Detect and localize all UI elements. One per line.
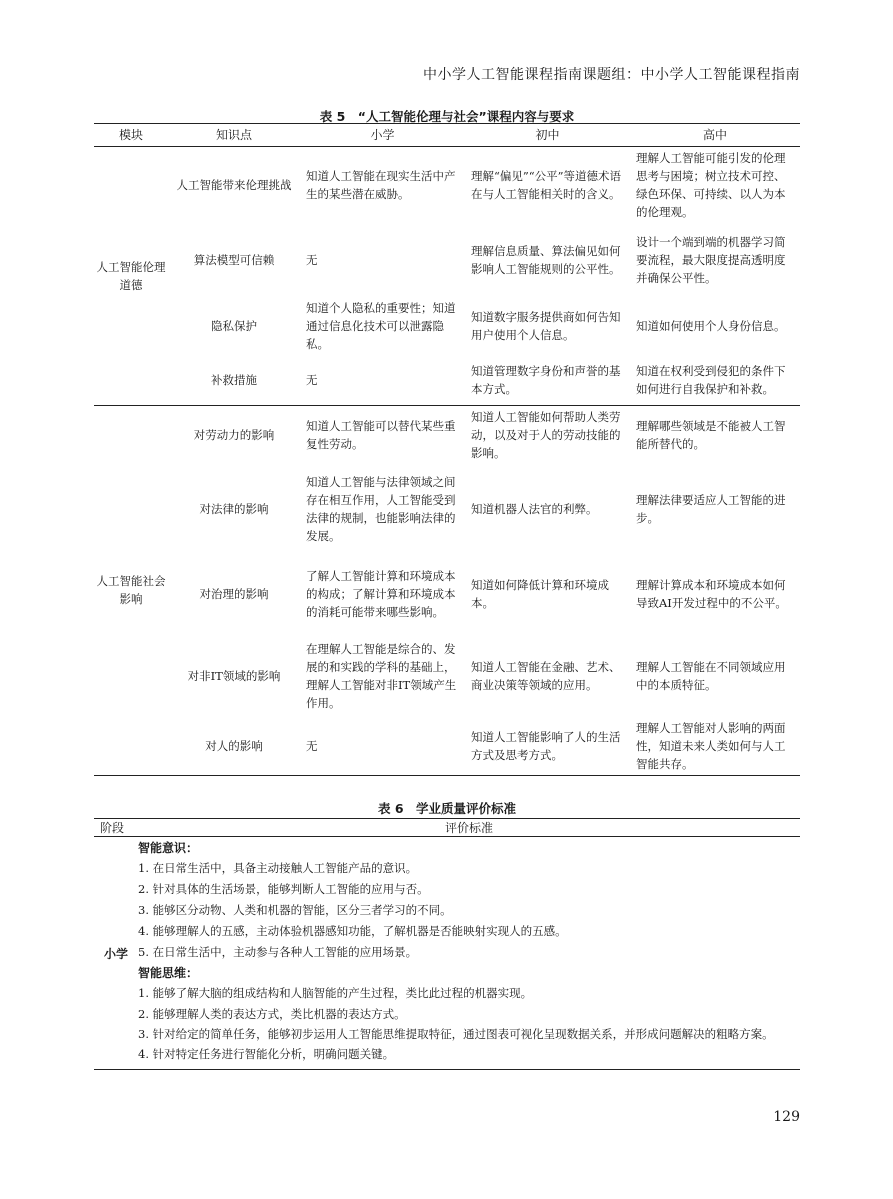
junior-cell: 知道如何降低计算和环境成本。 xyxy=(471,578,609,610)
senior-cell: 理解人工智能在不同领域应用中的本质特征。 xyxy=(636,660,786,692)
col-header-junior: 初中 xyxy=(465,124,630,147)
section-title-thinking: 智能思维： xyxy=(138,966,199,980)
table-row xyxy=(94,297,800,355)
primary-cell: 知道人工智能与法律领域之间存在相互作用，人工智能受到法律的规制，也能影响法律的发展。 xyxy=(306,475,456,543)
section-title-awareness: 智能意识： xyxy=(138,841,199,855)
senior-cell: 理解计算成本和环境成本如何导致AI开发过程中的不公平。 xyxy=(636,578,787,610)
junior-cell: 理解“偏见”“公平”等道德术语在与人工智能相关时的含义。 xyxy=(471,169,622,201)
page-number: 129 xyxy=(773,1109,800,1125)
table-row xyxy=(94,837,800,1070)
junior-cell: 知道机器人法官的利弊。 xyxy=(471,502,598,516)
senior-cell: 设计一个端到端的机器学习简要流程，最大限度提高透明度并确保公平性。 xyxy=(636,235,786,285)
table-row xyxy=(94,405,800,465)
primary-cell: 了解人工智能计算和环境成本的构成；了解计算和环境成本的消耗可能带来哪些影响。 xyxy=(306,569,456,619)
list-item: 5. 在日常生活中，主动参与各种人工智能的应用场景。 xyxy=(138,945,418,959)
col-header-criteria: 评价标准 xyxy=(138,819,800,837)
table5-header-row xyxy=(94,124,800,147)
col-header-knowledge: 知识点 xyxy=(168,124,300,147)
knowledge-cell: 人工智能带来伦理挑战 xyxy=(176,178,292,192)
primary-cell: 无 xyxy=(300,717,465,776)
table5 xyxy=(94,123,800,776)
list-item: 4. 针对特定任务进行智能化分析，明确问题关键。 xyxy=(138,1047,395,1061)
primary-cell: 无 xyxy=(306,253,318,267)
col-header-primary: 小学 xyxy=(300,124,465,147)
table-row xyxy=(94,223,800,297)
list-item: 1. 能够了解大脑的组成结构和人脑智能的产生过程，类比此过程的机器实现。 xyxy=(138,986,533,1000)
knowledge-cell: 对治理的影响 xyxy=(199,587,269,601)
table-row xyxy=(94,147,800,224)
table5-caption: 表 5 “人工智能伦理与社会”课程内容与要求 xyxy=(319,109,575,124)
junior-cell: 知道人工智能影响了人的生活方式及思考方式。 xyxy=(465,717,630,776)
senior-cell: 知道如何使用个人身份信息。 xyxy=(636,319,786,333)
junior-cell: 知道管理数字身份和声誉的基本方式。 xyxy=(465,355,630,405)
knowledge-cell: 对劳动力的影响 xyxy=(193,428,275,443)
col-header-stage: 阶段 xyxy=(94,819,138,837)
knowledge-cell: 对人的影响 xyxy=(168,717,300,776)
primary-cell: 知道个人隐私的重要性；知道通过信息化技术可以泄露隐私。 xyxy=(306,301,456,351)
list-item: 3. 能够区分动物、人类和机器的智能，区分三者学习的不同。 xyxy=(138,903,452,917)
col-header-senior: 高中 xyxy=(630,124,800,147)
senior-cell: 理解法律要适应人工智能的进步。 xyxy=(636,493,786,525)
knowledge-cell: 对法律的影响 xyxy=(199,502,269,516)
senior-cell: 知道在权利受到侵犯的条件下如何进行自我保护和补救。 xyxy=(630,355,800,405)
col-header-module: 模块 xyxy=(94,124,168,147)
senior-cell: 理解人工智能可能引发的伦理思考与困境；树立技术可控、绿色环保、可持续、以人为本的伦理观。 xyxy=(636,151,786,219)
primary-cell: 无 xyxy=(300,355,465,405)
module-cell: 人工智能社会影响 xyxy=(94,405,168,776)
knowledge-cell: 补救措施 xyxy=(168,355,300,405)
running-header: 中小学人工智能课程指南课题组：中小学人工智能课程指南 xyxy=(423,67,800,83)
criteria-cell xyxy=(138,837,800,1070)
list-item: 2. 能够理解人类的表达方式，类比机器的表达方式。 xyxy=(138,1007,406,1021)
senior-cell: 理解哪些领域是不能被人工智能所替代的。 xyxy=(636,419,786,452)
junior-cell: 知道人工智能在金融、艺术、商业决策等领域的应用。 xyxy=(471,660,621,692)
table-row xyxy=(94,553,800,635)
table-row xyxy=(94,465,800,553)
primary-cell: 知道人工智能在现实生活中产生的某些潜在威胁。 xyxy=(306,169,456,201)
knowledge-cell: 隐私保护 xyxy=(211,319,257,333)
table-row xyxy=(94,355,800,405)
junior-cell: 理解信息质量、算法偏见如何影响人工智能规则的公平性。 xyxy=(471,244,621,276)
junior-cell: 知道人工智能如何帮助人类劳动，以及对于人的劳动技能的影响。 xyxy=(471,410,621,461)
table6-caption: 表 6 学业质量评价标准 xyxy=(377,801,517,816)
list-item: 3. 针对给定的简单任务，能够初步运用人工智能思维提取特征，通过图表可视化呈现数据关系，并形成问题解决的粗略方案。 xyxy=(138,1027,774,1041)
table-row xyxy=(94,717,800,776)
knowledge-cell: 对非IT领域的影响 xyxy=(187,669,281,683)
knowledge-cell: 算法模型可信赖 xyxy=(193,253,275,267)
senior-cell: 理解人工智能对人影响的两面性，知道未来人类如何与人工智能共存。 xyxy=(630,717,800,776)
list-item: 2. 针对具体的生活场景，能够判断人工智能的应用与否。 xyxy=(138,882,429,896)
junior-cell: 知道数字服务提供商如何告知用户使用个人信息。 xyxy=(471,310,621,342)
list-item: 4. 能够理解人的五感，主动体验机器感知功能，了解机器是否能映射实现人的五感。 xyxy=(138,924,567,938)
list-item: 1. 在日常生活中，具备主动接触人工智能产品的意识。 xyxy=(138,861,418,875)
table6 xyxy=(94,818,800,1070)
table-row xyxy=(94,635,800,717)
primary-cell: 在理解人工智能是综合的、发展的和实践的学科的基础上，理解人工智能对非IT领域产生作用。 xyxy=(306,642,457,710)
stage-cell: 小学 xyxy=(94,837,138,1070)
module-cell: 人工智能伦理道德 xyxy=(94,147,168,406)
primary-cell: 知道人工智能可以替代某些重复性劳动。 xyxy=(306,419,456,452)
table6-header-row xyxy=(94,819,800,837)
